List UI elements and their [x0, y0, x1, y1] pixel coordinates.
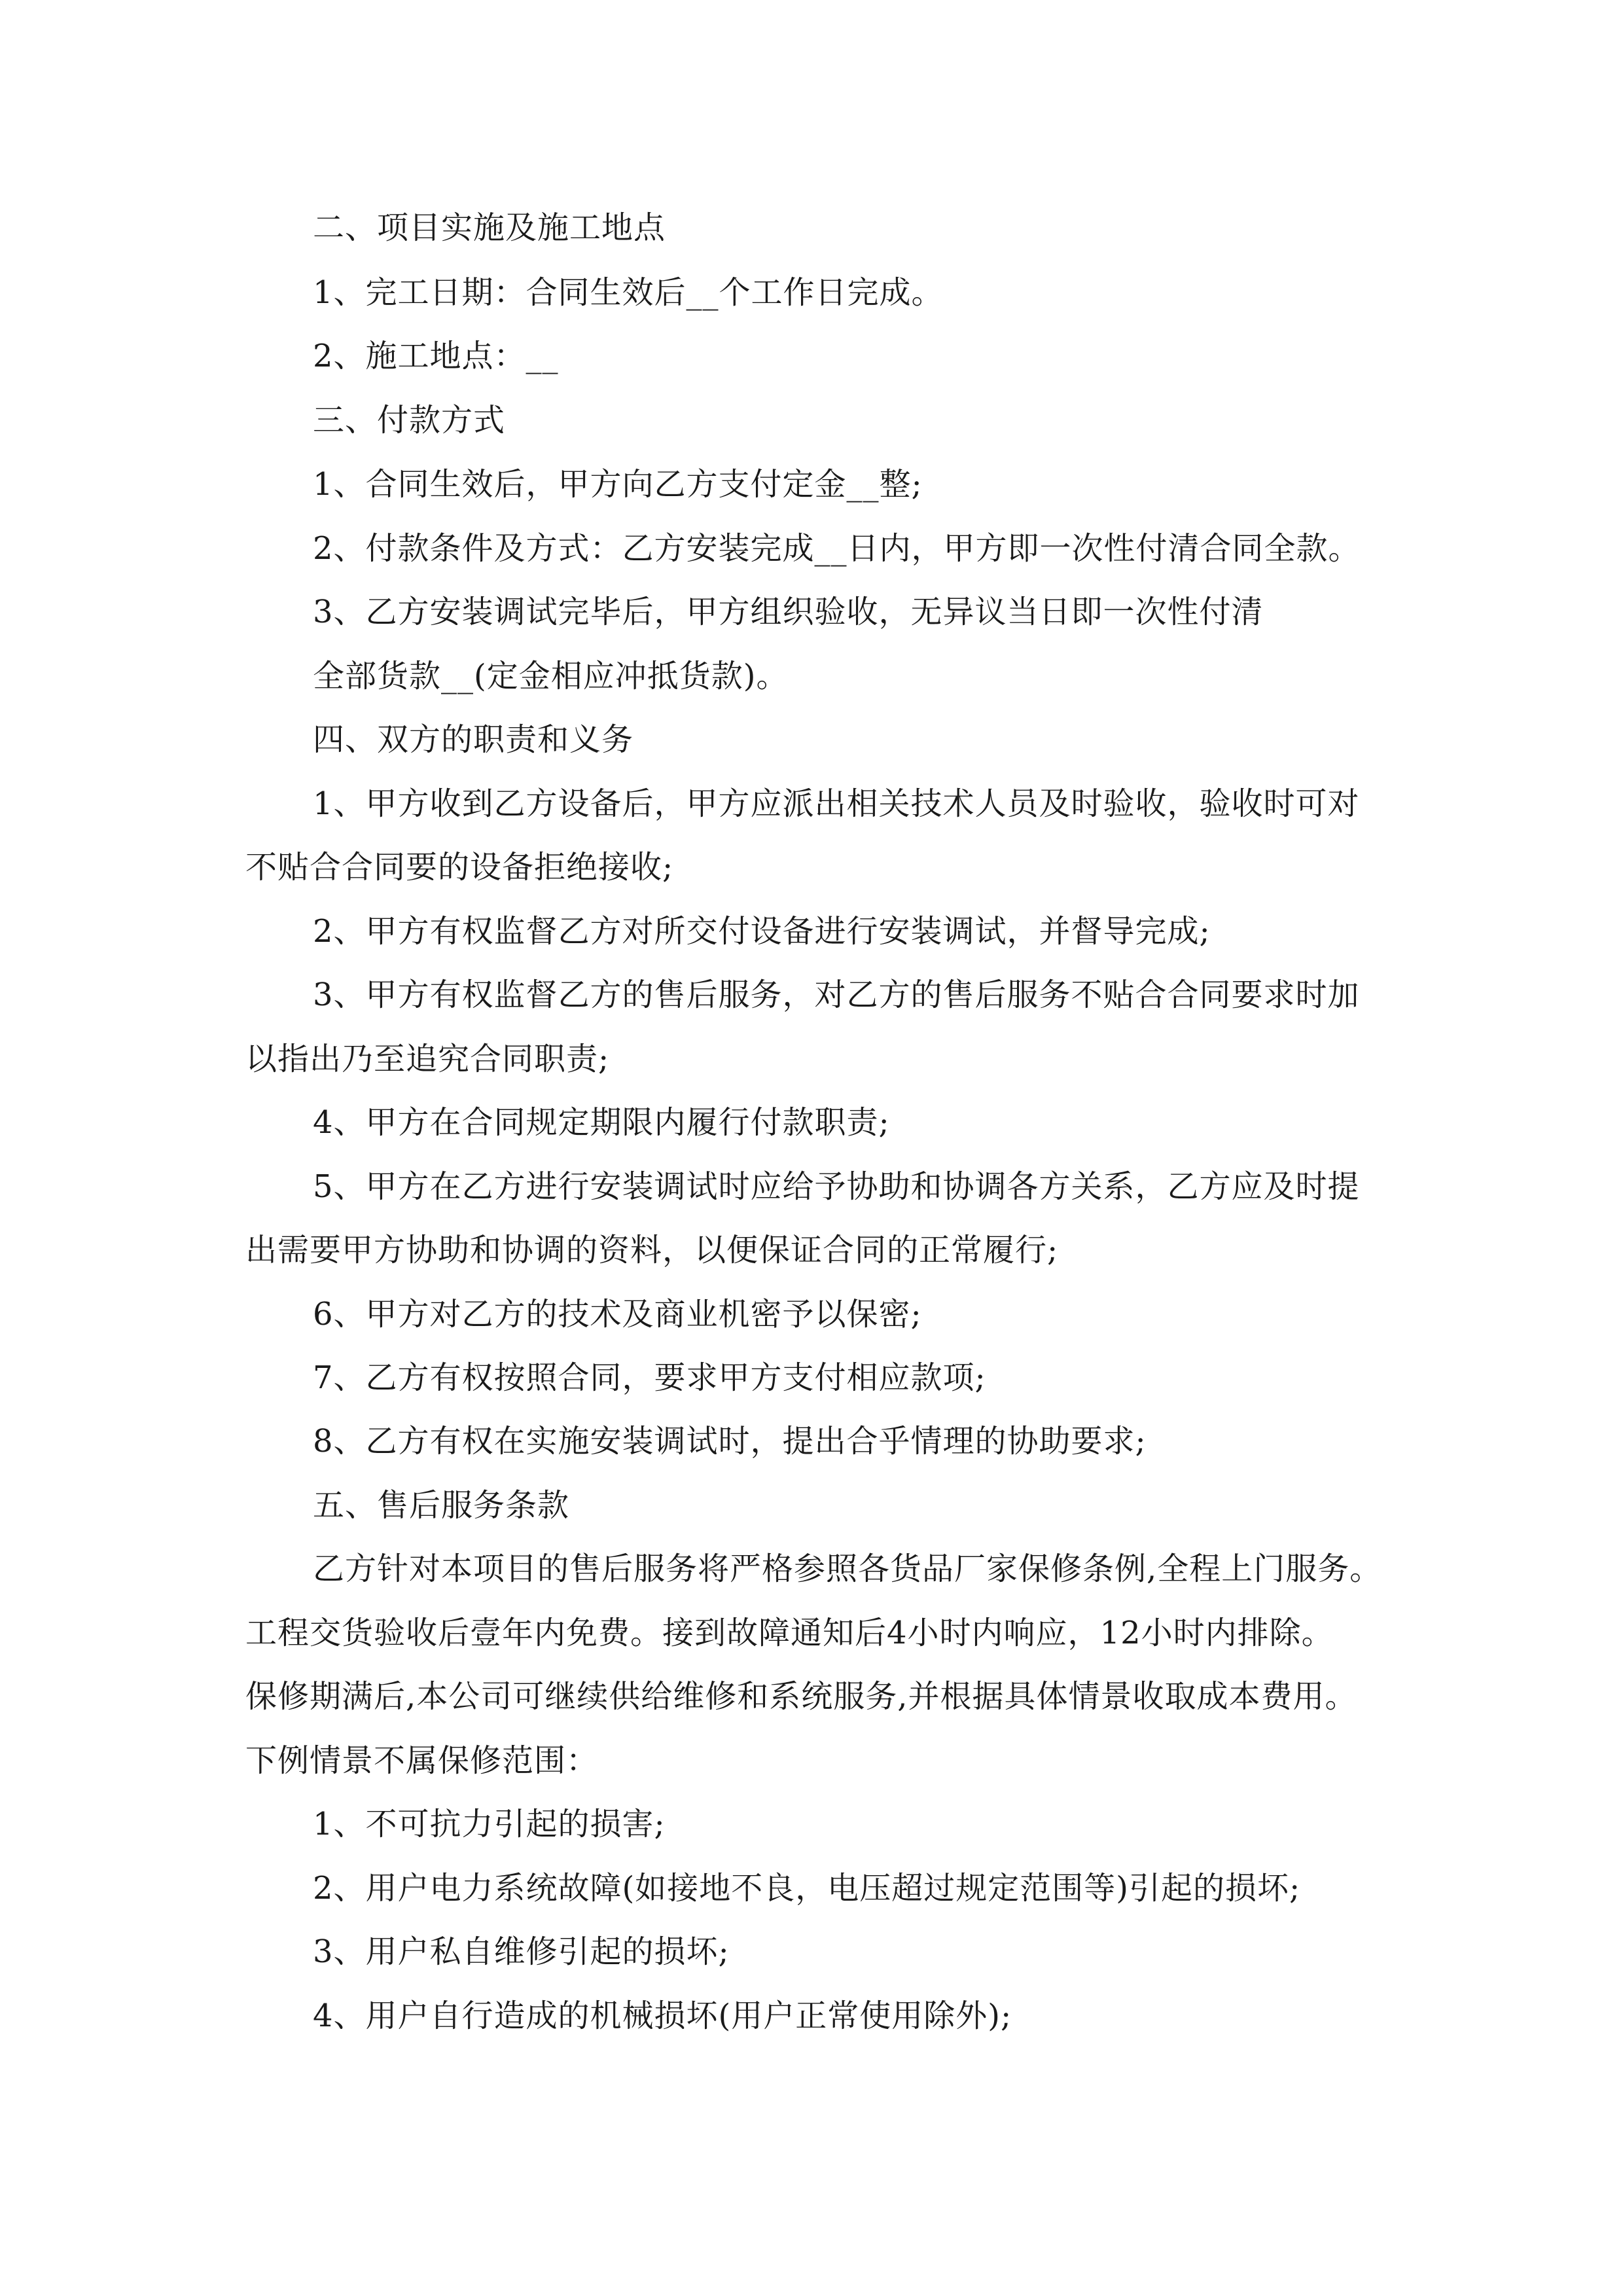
paragraph-line: 不贴合合同要的设备拒绝接收;: [245, 849, 674, 886]
paragraph-line: 下例情景不属保修范围：: [245, 1742, 599, 1779]
paragraph-line: 8、乙方有权在实施安装调试时，提出合乎情理的协助要求;: [313, 1423, 1147, 1460]
paragraph-line: 全部货款__(定金相应冲抵货款)。: [313, 658, 789, 694]
list-item: 3、用户私自维修引起的损坏;: [313, 1933, 730, 1970]
paragraph-line: 4、甲方在合同规定期限内履行付款职责;: [313, 1104, 890, 1141]
paragraph-line: 工程交货验收后壹年内免费。接到故障通知后4小时内响应，12小时内排除。: [245, 1615, 1334, 1651]
section-heading-5: 五、售后服务条款: [313, 1487, 570, 1524]
paragraph-line: 6、甲方对乙方的技术及商业机密予以保密;: [313, 1296, 922, 1333]
paragraph-line: 3、乙方安装调试完毕后，甲方组织验收，无异议当日即一次性付清: [313, 594, 1264, 630]
paragraph-line: 以指出乃至追究合同职责;: [245, 1041, 610, 1077]
paragraph-line: 2、付款条件及方式：乙方安装完成__日内，甲方即一次性付清合同全款。: [313, 530, 1361, 567]
list-item: 1、不可抗力引起的损害;: [313, 1806, 666, 1842]
paragraph-line: 1、完工日期：合同生效后__个工作日完成。: [313, 274, 944, 311]
section-heading-2: 二、项目实施及施工地点: [313, 209, 666, 246]
paragraph-line: 3、甲方有权监督乙方的售后服务，对乙方的售后服务不贴合合同要求时加: [313, 977, 1360, 1013]
section-heading-4: 四、双方的职责和义务: [313, 721, 634, 758]
paragraph-line: 保修期满后,本公司可继续供给维修和系统服务,并根据具体情景收取成本费用。: [245, 1678, 1357, 1715]
paragraph-line: 1、合同生效后，甲方向乙方支付定金__整;: [313, 466, 923, 503]
list-item: 4、用户自行造成的机械损坏(用户正常使用除外);: [313, 1998, 1012, 2034]
paragraph-line: 1、甲方收到乙方设备后，甲方应派出相关技术人员及时验收，验收时可对: [313, 785, 1360, 822]
section-heading-3: 三、付款方式: [313, 402, 506, 439]
paragraph-line: 2、施工地点：__: [313, 338, 559, 374]
paragraph-line: 7、乙方有权按照合同，要求甲方支付相应款项;: [313, 1359, 986, 1396]
paragraph-line: 5、甲方在乙方进行安装调试时应给予协助和协调各方关系，乙方应及时提: [313, 1168, 1360, 1205]
paragraph-line: 出需要甲方协助和协调的资料，以便保证合同的正常履行;: [245, 1232, 1059, 1268]
paragraph-line: 2、甲方有权监督乙方对所交付设备进行安装调试，并督导完成;: [313, 913, 1211, 950]
list-item: 2、用户电力系统故障(如接地不良，电压超过规定范围等)引起的损坏;: [313, 1870, 1301, 1907]
paragraph-line: 乙方针对本项目的售后服务将严格参照各货品厂家保修条例,全程上门服务。: [313, 1551, 1382, 1587]
